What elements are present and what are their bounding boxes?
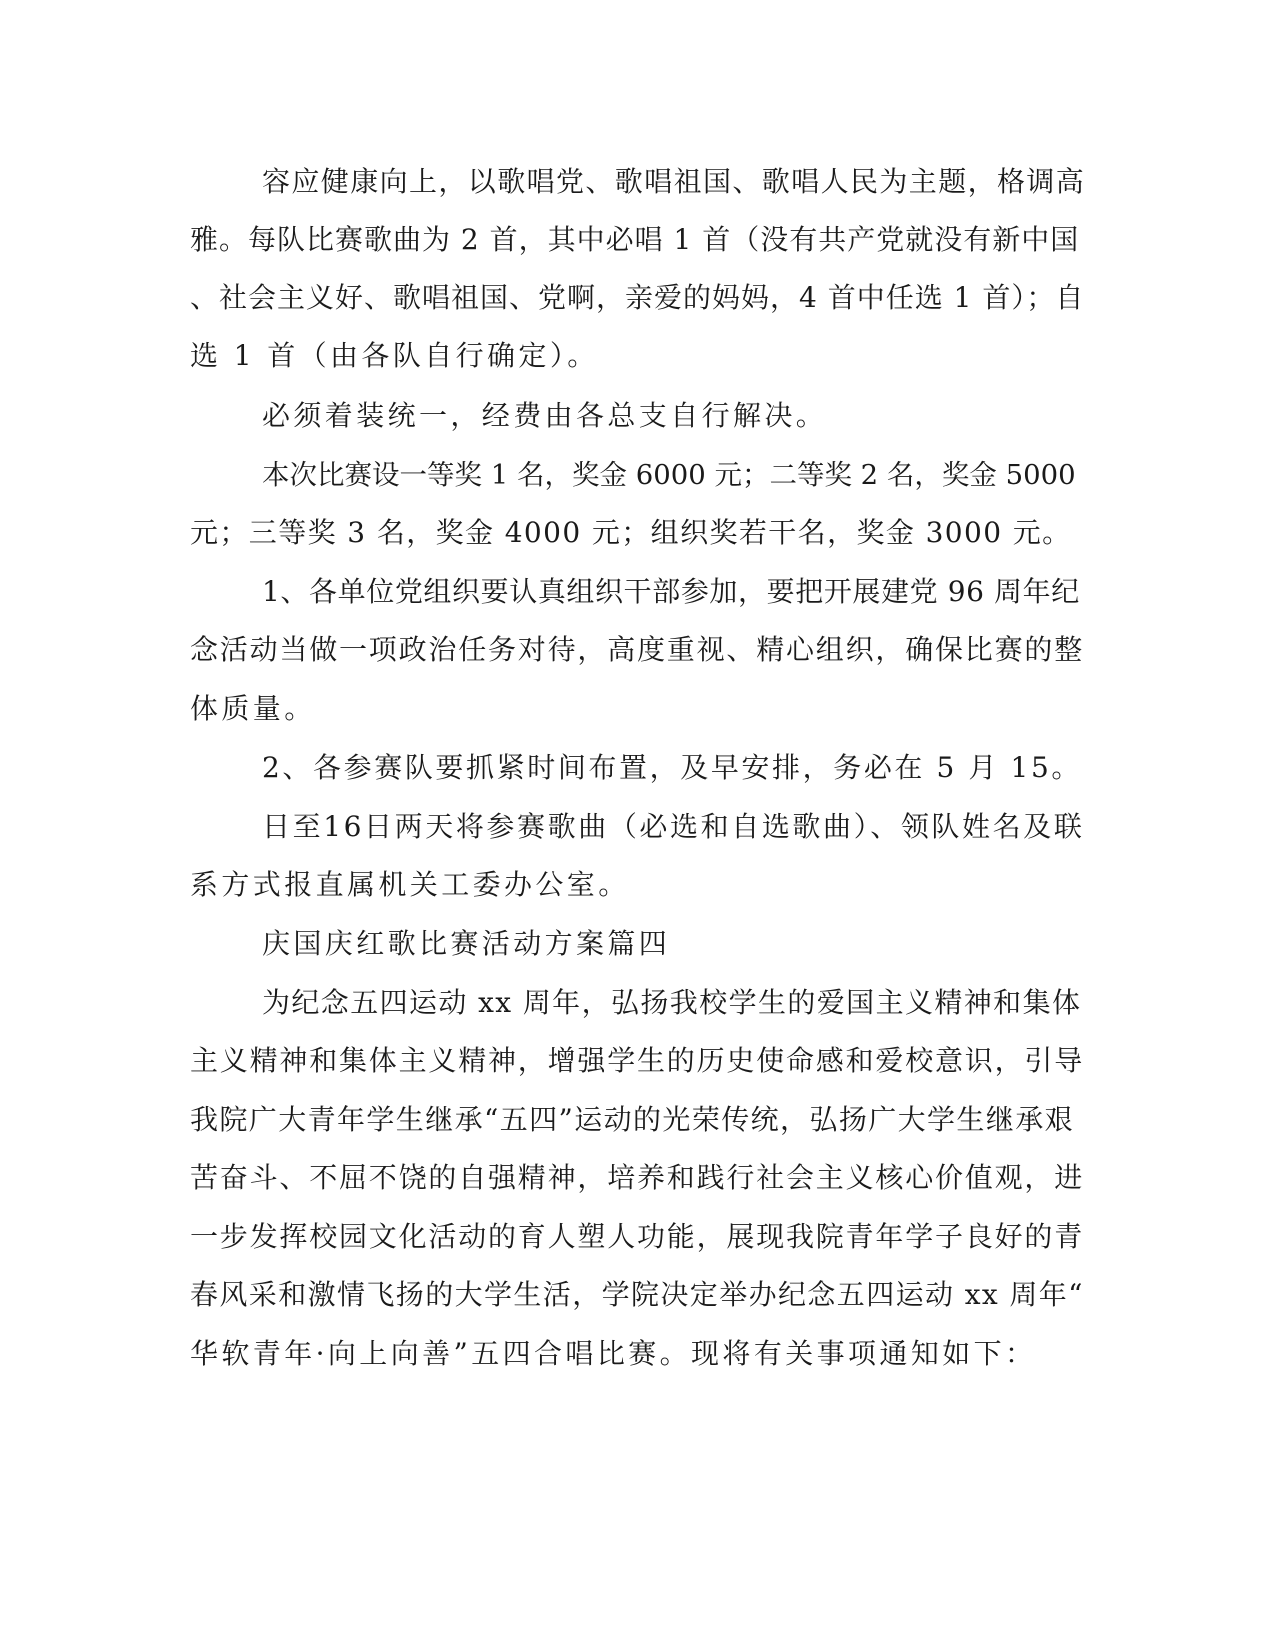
paragraph-line: 苦奋斗、不屈不饶的自强精神，培养和践行社会主义核心价值观，进: [190, 1161, 1085, 1194]
paragraph-line: 选 1 首（由各队自行确定）。: [190, 339, 599, 372]
paragraph-line: 雅。每队比赛歌曲为 2 首，其中必唱 1 首（没有共产党就没有新中国: [190, 223, 1080, 256]
paragraph-line: 日至16日两天将参赛歌曲（必选和自选歌曲）、领队姓名及联: [262, 810, 1085, 843]
paragraph-line: 、社会主义好、歌唱祖国、党啊，亲爱的妈妈，4 首中任选 1 首）；自: [190, 281, 1085, 314]
paragraph-line: 春风采和激情飞扬的大学生活，学院决定举办纪念五四运动 xx 周年“: [190, 1278, 1084, 1311]
paragraph-line: 我院广大青年学生继承“五四”运动的光荣传统，弘扬广大学生继承艰: [190, 1103, 1075, 1136]
section-heading: 庆国庆红歌比赛活动方案篇四: [262, 927, 671, 960]
paragraph-line: 系方式报直属机关工委办公室。: [190, 868, 630, 901]
paragraph-line: 元；三等奖 3 名，奖金 4000 元；组织奖若干名，奖金 3000 元。: [190, 516, 1072, 549]
paragraph-line: 主义精神和集体主义精神，增强学生的历史使命感和爱校意识，引导: [190, 1044, 1085, 1077]
paragraph-line: 一步发挥校园文化活动的育人塑人功能，展现我院青年学子良好的青: [190, 1220, 1085, 1253]
paragraph-line: 为纪念五四运动 xx 周年，弘扬我校学生的爱国主义精神和集体: [262, 986, 1082, 1019]
paragraph-line: 必须着装统一，经费由各总支自行解决。: [262, 399, 828, 432]
paragraph-line: 2、各参赛队要抓紧时间布置，及早安排，务必在 5 月 15。: [262, 751, 1082, 784]
paragraph-line: 华软青年·向上向善”五四合唱比赛。现将有关事项通知如下：: [190, 1337, 1037, 1370]
paragraph-line: 1、各单位党组织要认真组织干部参加，要把开展建党 96 周年纪: [262, 575, 1080, 608]
paragraph-line: 体质量。: [190, 692, 316, 725]
paragraph-line: 容应健康向上，以歌唱党、歌唱祖国、歌唱人民为主题，格调高: [262, 165, 1086, 198]
paragraph-line: 念活动当做一项政治任务对待，高度重视、精心组织，确保比赛的整: [190, 633, 1085, 666]
paragraph-line: 本次比赛设一等奖 1 名，奖金 6000 元；二等奖 2 名，奖金 5000: [262, 459, 1076, 491]
